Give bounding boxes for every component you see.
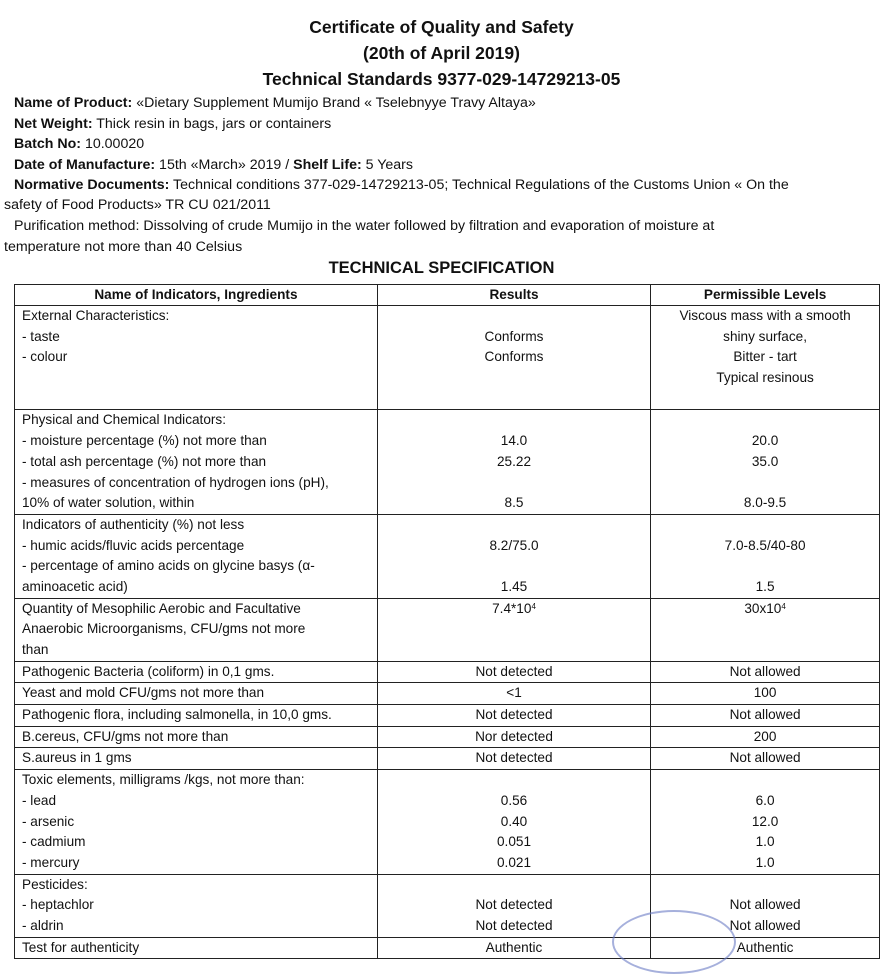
cell-line [651,473,879,494]
cell-line [651,875,879,896]
cell-line [378,875,650,896]
cell-line: - colour [22,349,68,365]
cell-line: shiny surface, [723,328,808,344]
batch-label: Batch No: [14,136,81,152]
batch-number [14,136,144,152]
indicator-cell [15,598,378,661]
cell-line: 25.22 [496,453,532,469]
cell-line: than [22,642,49,657]
table-row [15,661,880,683]
cell-line: - taste [22,328,60,344]
spec-title: TECHNICAL SPECIFICATION [328,259,555,277]
indicator-cell [15,770,378,874]
cell-line: 0.40 [500,813,528,829]
table-row [15,770,880,874]
cell-line: - cadmium [22,834,86,850]
cell-line: 200 [753,728,777,744]
value-exponent: 4 [781,601,786,611]
level-cell [651,514,880,598]
indicator-cell [15,306,378,410]
cell-line: - lead [22,792,57,808]
cell-line: External Characteristics: [22,308,170,323]
cell-line [22,389,377,410]
cell-line: - aldrin [22,917,64,933]
cell-line: <1 [506,685,522,701]
cell-line [651,770,879,791]
manufacture-date [14,157,413,173]
cell-line: Toxic elements, milligrams /kgs, not more than: [22,772,305,788]
normative-value: Technical conditions 377-029-14729213-05; Technical Regulations of the Customs Union « On the [169,177,789,193]
cell-line [378,368,650,389]
manufacture-value: 15th «March» 2019 / [155,157,294,173]
stamp-seal [612,910,736,974]
cell-line: Indicators of authenticity (%) not less [22,516,245,532]
cell-line: 7.0-8.5/40-80 [724,537,806,553]
cell-line: Conforms [484,349,544,365]
cell-line: Not allowed [729,750,801,766]
cell-line: - arsenic [22,813,75,829]
cell-line: Quantity of Mesophilic Aerobic and Facultative [22,600,301,616]
table-row [15,306,880,410]
cell-line [651,389,879,410]
result-cell [377,661,650,683]
normative-continuation: safety of Food Products» TR CU 021/2011 [4,197,271,213]
result-cell [377,705,650,727]
cell-line [22,368,377,389]
batch-value: 10.00020 [81,136,145,152]
level-cell [651,306,880,410]
cell-line [378,599,650,620]
weight-label: Net Weight: [14,116,93,132]
level-cell [651,410,880,514]
table-row [15,410,880,514]
table-row [15,726,880,748]
indicator-cell [15,514,378,598]
cell-line: - humic acids/fluvic acids percentage [22,537,245,553]
indicator-cell [15,661,378,683]
level-cell [651,770,880,874]
cell-line [378,770,650,791]
cell-line: - total ash percentage (%) not more than [22,453,267,469]
cell-line: Conforms [484,328,544,344]
cell-line: Yeast and mold CFU/gms not more than [22,685,265,701]
cell-line: Not allowed [729,663,801,679]
cell-line: - moisture percentage (%) not more than [22,433,267,449]
cell-line: Not allowed [729,897,801,913]
table-row [15,748,880,770]
level-cell [651,683,880,705]
certificate-title: Certificate of Quality and Safety [309,17,574,37]
cell-line: Nor detected [475,728,553,744]
result-cell [377,770,650,874]
cell-line: S.aureus in 1 gms [22,750,132,766]
result-cell [377,726,650,748]
cell-line [651,410,879,431]
table-row [15,598,880,661]
result-cell [377,874,650,937]
level-cell [651,661,880,683]
shelf-value: 5 Years [361,157,413,173]
product-label: Name of Product: [14,95,133,111]
result-cell [377,683,650,705]
header-indicators: Name of Indicators, Ingredients [15,285,378,306]
cell-line: Pathogenic flora, including salmonella, in 10,0 gms. [22,707,332,723]
cell-line: 12.0 [751,813,779,829]
cell-line: 8.5 [504,495,524,511]
product-name [14,95,536,111]
cell-line: 20.0 [751,433,779,449]
cell-line: 1.0 [755,834,775,850]
result-cell [377,306,650,410]
cell-line: Not detected [475,663,553,679]
header-results: Results [377,285,650,306]
cell-line: Not allowed [729,917,801,933]
cell-line: Not detected [475,707,553,723]
cell-line [651,599,879,620]
cell-line: Typical resinous [716,370,814,386]
cell-line: 1.45 [500,578,528,594]
spec-table [14,284,880,959]
table-row [15,705,880,727]
cell-line: Physical and Chemical Indicators: [22,412,226,428]
net-weight [14,116,331,132]
cell-line [378,389,650,410]
result-cell [377,410,650,514]
table-row [15,683,880,705]
cell-line: - percentage of amino acids on glycine basys (α- [22,558,315,574]
cell-line: Not detected [475,897,553,913]
cell-line: 8.2/75.0 [489,537,539,553]
cell-line: 0.021 [496,854,532,870]
indicator-cell [15,874,378,937]
cell-line [378,515,650,536]
cell-line: 1.0 [755,854,775,870]
result-cell [377,748,650,770]
value-base: 7.4*10 [492,600,532,616]
cell-line: Pesticides: [22,876,88,892]
cell-line: Authentic [485,939,543,955]
cell-line: 35.0 [751,453,779,469]
indicator-cell [15,748,378,770]
shelf-label: Shelf Life: [293,157,362,173]
table-row [15,874,880,937]
level-cell [651,598,880,661]
level-cell [651,748,880,770]
cell-line: 10% of water solution, within [22,495,195,511]
cell-line [651,515,879,536]
cell-line: Not detected [475,750,553,766]
header-levels: Permissible Levels [651,285,880,306]
indicator-cell [15,726,378,748]
cell-line: B.cereus, CFU/gms not more than [22,728,229,744]
cell-line: Not detected [475,917,553,933]
indicator-cell [15,410,378,514]
level-cell [651,726,880,748]
cell-line: aminoacetic acid) [22,578,128,594]
table-row [15,514,880,598]
cell-line: Authentic [736,939,794,955]
weight-value: Thick resin in bags, jars or containers [92,116,332,132]
cell-line: 0.56 [500,792,528,808]
value-exponent: 4 [531,601,536,611]
cell-line [378,410,650,431]
purification-continuation: temperature not more than 40 Celsius [4,239,243,255]
table-row [15,937,880,959]
cell-line: 100 [753,685,777,701]
cell-line: - mercury [22,854,80,870]
cell-line: - measures of concentration of hydrogen ions (pH), [22,474,329,490]
level-cell [651,705,880,727]
indicator-cell [15,705,378,727]
cell-line: 6.0 [755,792,775,808]
cell-line: - heptachlor [22,897,94,913]
cell-line: Test for authenticity [22,939,140,955]
technical-standards: Technical Standards 9377-029-14729213-05 [262,69,621,89]
cell-line: Bitter - tart [733,349,797,365]
normative-documents [14,177,789,193]
value-base: 30x10 [744,600,782,616]
cell-line: 14.0 [500,433,528,449]
cell-line: Anaerobic Microorganisms, CFU/gms not more [22,621,306,637]
manufacture-label: Date of Manufacture: [14,157,156,173]
table-header-row [15,285,880,306]
cell-line: 1.5 [755,578,775,594]
cell-line: 8.0-9.5 [743,495,787,511]
result-cell [377,937,650,959]
cell-line [378,306,650,327]
cell-line: Pathogenic Bacteria (coliform) in 0,1 gms. [22,663,275,679]
indicator-cell [15,683,378,705]
indicator-cell [15,937,378,959]
cell-line: Not allowed [729,707,801,723]
cell-line: 0.051 [496,834,532,850]
product-value: «Dietary Supplement Mumijo Brand « Tselebnyye Travy Altaya» [132,95,536,111]
certificate-date: (20th of April 2019) [363,43,520,63]
cell-line [651,556,879,577]
cell-line [378,473,650,494]
normative-label: Normative Documents: [14,177,170,193]
cell-line: Viscous mass with a smooth [679,308,851,323]
cell-line [378,556,650,577]
purification-method: Purification method: Dissolving of crude Mumijo in the water followed by filtration and evaporation of moisture at [14,218,715,234]
result-cell [377,514,650,598]
result-cell [377,598,650,661]
table-body [15,306,880,959]
